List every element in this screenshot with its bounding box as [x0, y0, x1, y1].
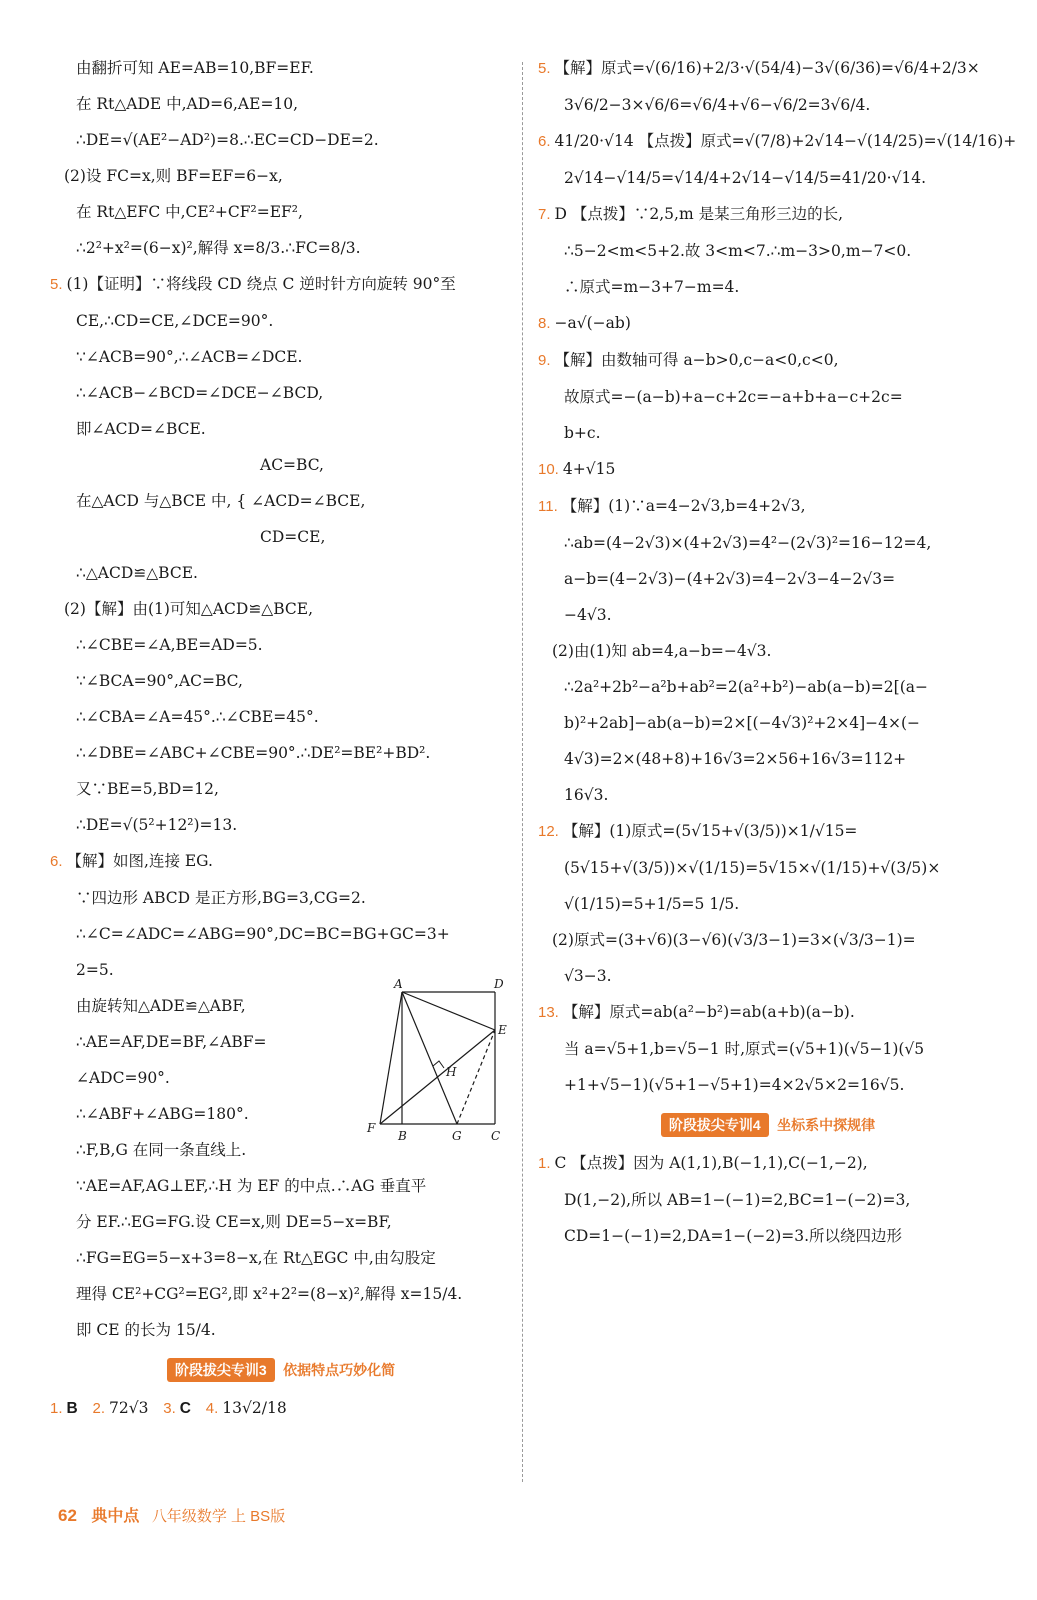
problem-7: 7. D 【点拨】∵2,5,m 是某三角形三边的长,: [538, 205, 843, 223]
left-column: [50, 50, 512, 1427]
problem-12: 12. 【解】(1)原式=(5√15+√(3/5))×1/√15=: [538, 822, 858, 840]
label-b: B: [398, 1129, 407, 1142]
text-line: 理得 CE²+CG²=EG²,即 x²+2²=(8−x)²,解得 x=15/4.: [76, 1285, 463, 1303]
text-line: 又∵BE=5,BD=12,: [76, 780, 219, 798]
text-line: ∴5−2<m<5+2.故 3<m<7.∴m−3>0,m−7<0.: [564, 242, 912, 260]
text-line: 由翻折可知 AE=AB=10,BF=EF.: [76, 59, 314, 77]
segment-eg: [457, 1030, 495, 1124]
answers-row: 1. B 2. 72√3 3. C 4. 13√2/18: [50, 1399, 287, 1417]
text-line: ∴原式=m−3+7−m=4.: [564, 278, 740, 296]
problem-9: 9. 【解】由数轴可得 a−b>0,c−a<0,c<0,: [538, 351, 839, 369]
problem-6: 6. 【解】如图,连接 EG.: [50, 852, 213, 870]
text-line: AC=BC,: [260, 456, 324, 474]
text-line: √(1/15)=5+1/5=5 1/5.: [564, 895, 740, 913]
text-line: b)²+2ab]−ab(a−b)=2×[(−4√3)²+2×4]−4×(−: [564, 714, 921, 732]
problem-10: 10. 4+√15: [538, 460, 616, 478]
segment-af: [380, 992, 402, 1124]
text-line: ∴AE=AF,DE=BF,∠ABF=: [76, 1033, 267, 1051]
section-banner-3: [50, 1358, 512, 1382]
text-line: ∴ab=(4−2√3)×(4+2√3)=4²−(2√3)²=16−12=4,: [564, 534, 932, 552]
label-d: D: [494, 977, 504, 991]
text-line: 即∠ACD=∠BCE.: [76, 420, 206, 438]
text-line: −4√3.: [564, 606, 612, 624]
text-line: ∴∠DBE=∠ABC+∠CBE=90°.∴DE²=BE²+BD².: [76, 744, 431, 762]
text-line: ∴2²+x²=(6−x)²,解得 x=8/3.∴FC=8/3.: [76, 239, 361, 257]
text-line: 2√14−√14/5=√14/4+2√14−√14/5=41/20·√14.: [564, 169, 927, 187]
text-line: ∴DE=√(AE²−AD²)=8.∴EC=CD−DE=2.: [76, 131, 379, 149]
text-line: 在 Rt△ADE 中,AD=6,AE=10,: [76, 95, 299, 113]
banner-tag: 阶段拔尖专训3: [167, 1358, 275, 1382]
text-line: 16√3.: [564, 786, 609, 804]
text-line: ∴F,B,G 在同一条直线上.: [76, 1141, 247, 1159]
page-number: 62: [58, 1506, 77, 1525]
segment-ag: [402, 992, 457, 1124]
text-line: ∵∠ACB=90°,∴∠ACB=∠DCE.: [76, 348, 303, 366]
book-title: 八年级数学 上 BS版: [151, 1508, 286, 1525]
banner-tag: 阶段拔尖专训4: [661, 1113, 769, 1137]
problem-13: 13. 【解】原式=ab(a²−b²)=ab(a+b)(a−b).: [538, 1003, 855, 1021]
problem-1: 1. C 【点拨】因为 A(1,1),B(−1,1),C(−1,−2),: [538, 1154, 868, 1172]
text-line: 故原式=−(a−b)+a−c+2c=−a+b+a−c+2c=: [564, 388, 903, 406]
segment-fe: [380, 1030, 495, 1124]
text-line: 当 a=√5+1,b=√5−1 时,原式=(√5+1)(√5−1)(√5: [564, 1040, 925, 1058]
label-e: E: [498, 1023, 507, 1037]
text-line: ∴△ACD≌△BCE.: [76, 564, 198, 582]
problem-number: 6.: [50, 853, 63, 870]
text-line: ∴2a²+2b²−a²b+ab²=2(a²+b²)−ab(a−b)=2[(a−: [564, 678, 928, 696]
text-line: √3−3.: [564, 967, 612, 985]
text-line: a−b=(4−2√3)−(4+2√3)=4−2√3−4−2√3=: [564, 570, 896, 588]
text-line: ∠ADC=90°.: [76, 1069, 170, 1087]
text-line: ∴FG=EG=5−x+3=8−x,在 Rt△EGC 中,由勾股定: [76, 1249, 436, 1267]
brand-logo: 典中点: [91, 1508, 140, 1525]
text-line: ∴DE=√(5²+12²)=13.: [76, 816, 238, 834]
text-line: 4√3)=2×(48+8)+16√3=2×56+16√3=112+: [564, 750, 907, 768]
label-a: A: [394, 977, 403, 991]
banner-title: 依据特点巧妙化简: [283, 1362, 396, 1378]
text-line: 在 Rt△EFC 中,CE²+CF²=EF²,: [76, 203, 303, 221]
text-line: ∴∠ACB−∠BCD=∠DCE−∠BCD,: [76, 384, 324, 402]
text-line: ∵∠BCA=90°,AC=BC,: [76, 672, 243, 690]
label-c: C: [491, 1129, 501, 1142]
right-column: [538, 50, 1017, 1254]
column-divider: [522, 62, 523, 1482]
text-line: D(1,−2),所以 AB=1−(−1)=2,BC=1−(−2)=3,: [564, 1191, 911, 1209]
text-line: 即 CE 的长为 15/4.: [76, 1321, 216, 1339]
text-line: 在△ACD 与△BCE 中, { ∠ACD=∠BCE,: [76, 492, 366, 510]
text-line: ∴∠C=∠ADC=∠ABG=90°,DC=BC=BG+GC=3+: [76, 925, 450, 943]
problem-8: 8. −a√(−ab): [538, 314, 631, 332]
text-line: ∵四边形 ABCD 是正方形,BG=3,CG=2.: [76, 889, 366, 907]
label-g: G: [452, 1129, 462, 1142]
text-line: (2)设 FC=x,则 BF=EF=6−x,: [64, 167, 283, 185]
banner-title: 坐标系中探规律: [777, 1117, 876, 1133]
problem-number: 5.: [50, 276, 63, 293]
problem-5: 5. 【解】原式=√(6/16)+2/3·√(54/4)−3√(6/36)=√6/4+2/3×: [538, 59, 980, 77]
text-line: +1+√5−1)(√5+1−√5+1)=4×2√5×2=16√5.: [564, 1076, 905, 1094]
text-line: 由旋转知△ADE≌△ABF,: [76, 997, 246, 1015]
text-line: 3√6/2−3×√6/6=√6/4+√6−√6/2=3√6/4.: [564, 96, 871, 114]
text-line: CD=1−(−1)=2,DA=1−(−2)=3.所以绕四边形: [564, 1227, 903, 1245]
text-line: b+c.: [564, 424, 601, 442]
page-footer: [58, 1503, 285, 1526]
right-angle-mark: [433, 1061, 444, 1068]
text-line: ∴∠CBA=∠A=45°.∴∠CBE=45°.: [76, 708, 319, 726]
text-line: (2)由(1)知 ab=4,a−b=−4√3.: [552, 642, 772, 660]
text-line: (5√15+√(3/5))×√(1/15)=5√15×√(1/15)+√(3/5)×: [564, 859, 941, 877]
problem-11: 11. 【解】(1)∵a=4−2√3,b=4+2√3,: [538, 497, 806, 515]
text-line: 2=5.: [76, 961, 114, 979]
text-line: ∴∠ABF+∠ABG=180°.: [76, 1105, 249, 1123]
text-line: CE,∴CD=CE,∠DCE=90°.: [76, 312, 274, 330]
text-line: (2)【解】由(1)可知△ACD≌△BCE,: [64, 600, 313, 618]
problem-6: 6. 41/20·√14 【点拨】原式=√(7/8)+2√14−√(14/25)=√(14/16)+: [538, 132, 1017, 150]
text-line: ∵AE=AF,AG⊥EF,∴H 为 EF 的中点.∴AG 垂直平: [76, 1177, 427, 1195]
text-line: ∴∠CBE=∠A,BE=AD=5.: [76, 636, 263, 654]
label-h: H: [446, 1065, 457, 1079]
text-line: (2)原式=(3+√6)(3−√6)(√3/3−1)=3×(√3/3−1)=: [552, 931, 916, 949]
geometry-figure: [310, 972, 510, 1142]
text-line: 分 EF.∴EG=FG.设 CE=x,则 DE=5−x=BF,: [76, 1213, 392, 1231]
problem-5: 5. (1)【证明】∵将线段 CD 绕点 C 逆时针方向旋转 90°至: [50, 275, 456, 293]
section-banner-4: [538, 1113, 998, 1137]
label-f: F: [367, 1121, 376, 1135]
text-line: CD=CE,: [260, 528, 326, 546]
